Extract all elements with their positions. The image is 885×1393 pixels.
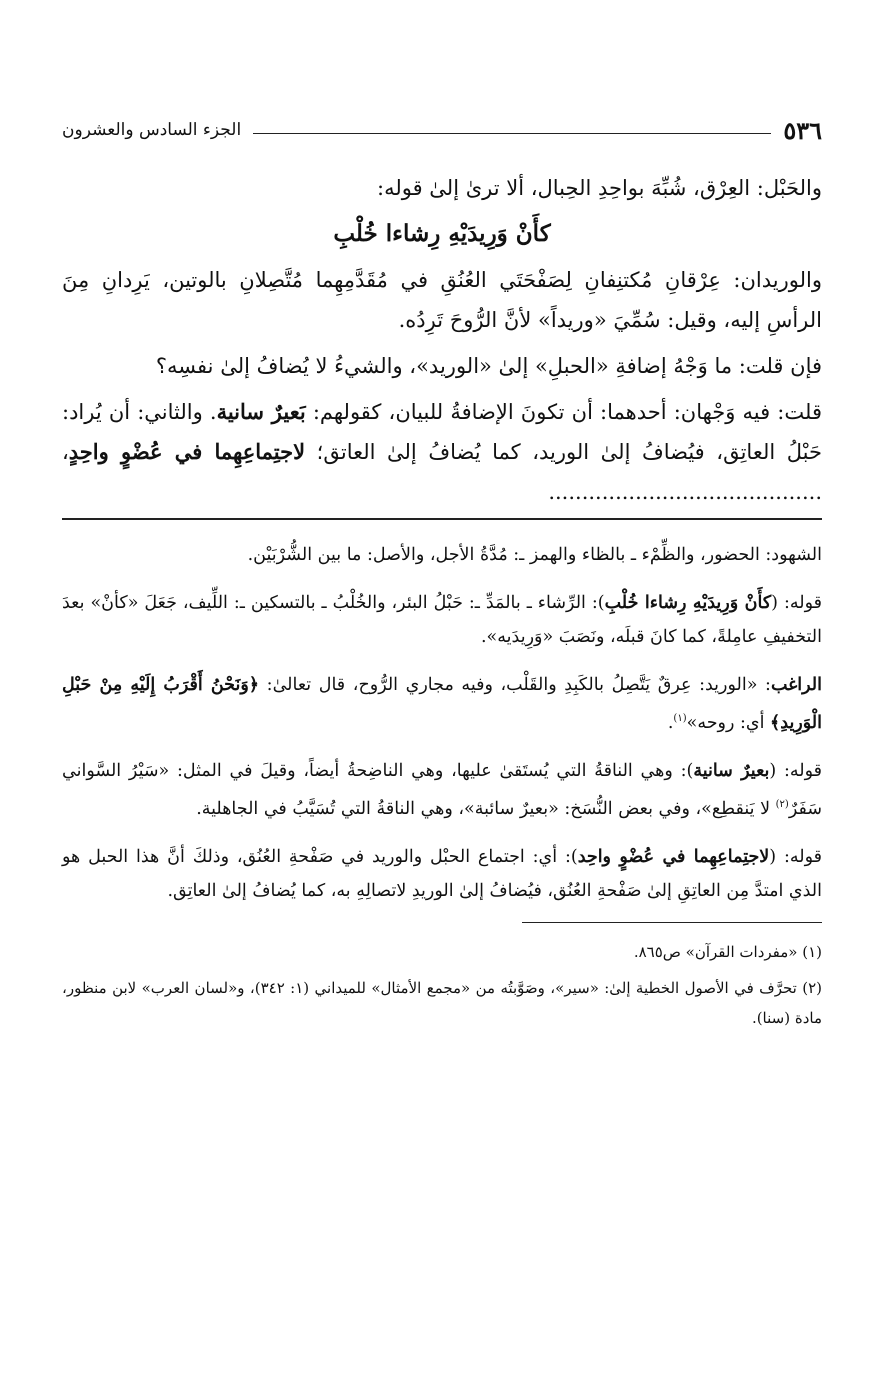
- footnote-rule: [522, 922, 822, 923]
- volume-title: الجزء السادس والعشرون: [62, 120, 242, 140]
- commentary-paragraph: [62, 840, 822, 908]
- commentary-paragraph: [62, 754, 822, 826]
- main-paragraph: [62, 392, 822, 512]
- text-run: قوله: (: [769, 760, 822, 781]
- poetry-verse: كأَنْ وَرِيدَيْهِ رِشاءا خُلْبِ: [333, 220, 551, 247]
- header-rule: [253, 133, 771, 134]
- commentary-section: [62, 538, 822, 908]
- footnotes: [62, 937, 822, 1033]
- text-run: : «الوريد: عِرقٌ يَتَّصِلُ بالكَبِدِ والقَلْب، وفيه مجاري الرُّوح، قال تعالىٰ:: [259, 675, 771, 695]
- footnote: (٢) تحرَّف في الأصول الخطية إلىٰ: «سير»، وصَوَّبتُه من «مجمع الأمثال» للميداني (١: ٣٤٢)، و«لسان العرب» لابن منظور، مادة (سنا).: [62, 978, 822, 1027]
- commentary-paragraph: الشهود: الحضور، والظِّمْء ـ بالظاء والهمز ـ: مُدَّةُ الأجل، والأصل: ما بين الشُّرْبَيْن.: [247, 545, 822, 565]
- footnote-ref[interactable]: (٢): [775, 798, 789, 810]
- quran-quote: ﴿وَنَحْنُ أَقْرَبُ إِلَيْهِ مِنْ حَبْلِ الْوَرِيدِ﴾: [62, 675, 822, 733]
- text-run: ): أي: اجتماع الحبْل والوريد في صَفْحةِ العُنُق، وذلكَ أنَّ هذا الحبل هو الذي امتدَّ مِن العاتِقِ إلىٰ صَفْحةِ العُنُق، فيُضافُ إلىٰ الوريدِ لاتصالِهِ به، كما يُضافُ إلىٰ العاتِق.: [62, 846, 822, 901]
- text-run: قلت: فيه وَجْهان: أحدهما: أن تكونَ الإضافةُ للبيان، كقولهم:: [305, 400, 822, 424]
- section-divider: [62, 518, 822, 520]
- text-run: ): وهي الناقةُ التي يُستَقىٰ عليها، وهي الناضِحةُ أيضاً، وقيلَ في المثل: «سَيْرُ السَّواني سَفَرٌ: [62, 760, 822, 819]
- commentary-paragraph: [62, 586, 822, 654]
- text-run: لا يَنقطِع»، وفي بعض النُّسَخ: «بعيرٌ سائبة»، وهي الناقةُ التي تُسَيَّبُ في الجاهلية.: [196, 798, 776, 819]
- main-text: [62, 168, 822, 512]
- bold-phrase: لاجتِماعِهِما في عُضْوٍ واحِدٍ: [68, 439, 306, 464]
- continuation-dots: ، .........................................: [62, 440, 822, 504]
- bold-phrase: كأَنْ وَرِيدَيْهِ رِشاءا خُلْبِ: [604, 593, 772, 613]
- main-paragraph: والوريدان: عِرْقانِ مُكتنِفانِ لِصَفْحَتَي العُنُقِ في مُقَدَّمِهِما مُتَّصِلانِ بالوتين، يَرِدانِ مِنَ الرأسِ إليه، وقيل: سُمِّيَ «وريداً» لأنَّ الرُّوحَ تَرِدُه.: [62, 268, 822, 332]
- text-run: أي: روحه»: [686, 712, 770, 733]
- text-run: ): الرِّشاء ـ بالمَدِّ ـ: حَبْلُ البئر، والخُلْبُ ـ بالتسكين ـ: اللِّيف، جَعَلَ «كأنْ» بعدَ التخفيفِ عامِلةً، كما كانَ قبلَه، ونَصَبَ «وَرِيدَيه».: [62, 593, 822, 647]
- running-header: [62, 110, 822, 150]
- main-paragraph: فإن قلت: ما وَجْهُ إضافةِ «الحبلِ» إلىٰ «الوريد»، والشيءُ لا يُضافُ إلىٰ نفسِه؟: [155, 354, 822, 378]
- commentary-paragraph: الراغب: «الوريد: عِرقٌ يَتَّصِلُ بالكَبِدِ والقَلْب، وفيه مجاري الرُّوح، قال تعالىٰ: ﴿وَنَحْنُ أَقْرَبُ إِلَيْهِ مِنْ حَبْلِ الْوَرِيدِ﴾ أي: روحه»$^{(١)}$.: [62, 675, 822, 733]
- page-number: ٥٣٦: [783, 115, 822, 145]
- bold-phrase: بَعيرٌ سانية: [216, 399, 306, 424]
- bold-phrase: بعيرٌ سانية: [693, 760, 770, 781]
- main-paragraph: والحَبْل: العِرْق، شُبِّهَ بواحِدِ الحِبال، ألا ترىٰ إلىٰ قوله:: [377, 176, 822, 200]
- book-page: [62, 110, 822, 1039]
- text-run: قوله: (: [771, 593, 822, 613]
- bold-phrase: لاجتِماعِهِما في عُضْوٍ واحِد: [577, 846, 770, 867]
- bold-phrase: الراغب: [770, 675, 822, 695]
- footnote-ref[interactable]: (١): [673, 713, 687, 724]
- footnote: (١) «مفردات القرآن» ص٨٦٥.: [633, 942, 822, 961]
- text-run: . والثاني: أن يُراد: حَبْلُ العاتِق، فيُضافُ إلىٰ الوريد، كما يُضافُ إلىٰ العاتق؛: [62, 400, 822, 464]
- text-run: قوله: (: [769, 846, 822, 867]
